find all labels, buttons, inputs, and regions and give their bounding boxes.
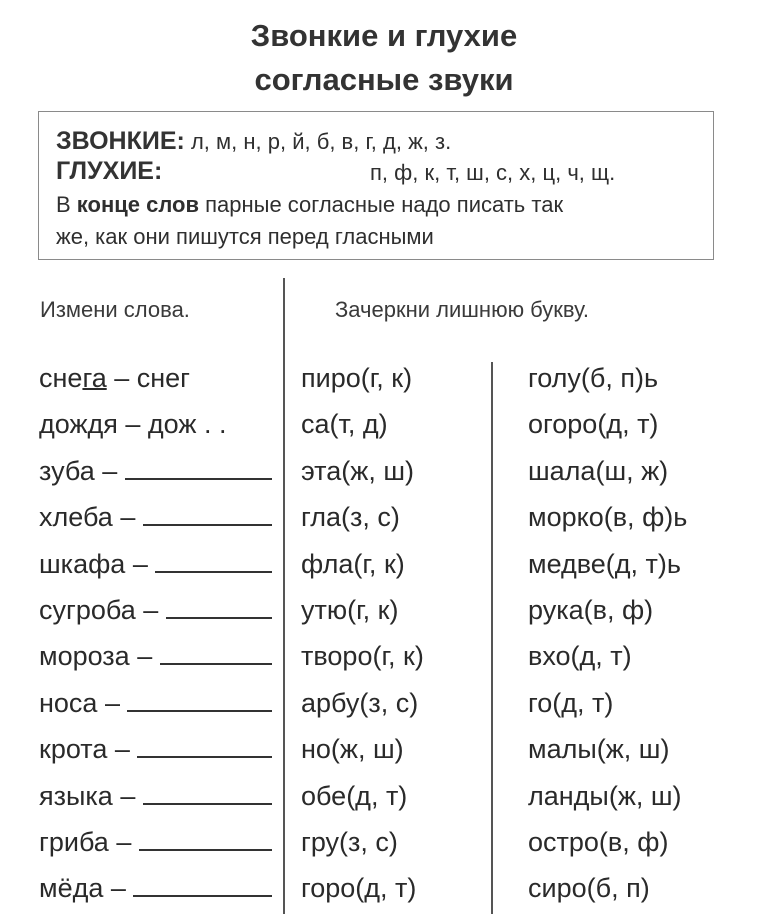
change-word: шкафа [39,548,126,579]
change-word-item [39,780,272,812]
strike-word-col2[interactable]: ланды(ж, ш) [528,780,682,811]
strike-word-col2[interactable]: голу(б, п)ь [528,363,659,393]
inner-column-divider [491,362,493,914]
change-word-item [39,826,272,858]
rule-sentence-start: В [56,192,77,217]
change-word-dash: – [112,502,143,533]
answer-blank[interactable] [160,645,272,665]
change-word-dash: – [94,455,125,486]
change-word: сне [39,363,83,393]
voiceless-label-line [56,157,162,186]
answer-blank[interactable] [143,785,272,805]
strike-word-col2[interactable]: малы(ж, ш) [528,734,670,765]
answer-blank[interactable] [125,460,272,480]
rule-sentence-bold: конце слов [76,192,199,217]
strike-word-col1[interactable]: фла(г, к) [301,548,405,579]
answer-blank[interactable] [137,738,272,758]
change-word-dash: – [103,873,134,904]
strike-word-col1[interactable]: утю(г, к) [301,595,399,625]
answer-blank[interactable] [139,831,272,851]
rule-sentence-line-1 [56,192,563,218]
change-word: зуба [39,455,95,486]
change-word: языка [39,780,113,811]
change-word-item [39,872,272,904]
answer-blank[interactable] [143,506,272,526]
rule-sentence-end: парные согласные надо писать так [199,192,564,217]
change-word-dash: – [108,827,139,857]
strike-word-col2[interactable]: остро(в, ф) [528,827,669,857]
change-word-dash: – [97,687,128,718]
change-words-header: Измени слова. [40,297,190,322]
change-word-dash: – [107,734,138,765]
change-word: хлеба [39,502,113,533]
change-word: дождя – дож . . [39,409,227,440]
change-word: сугроба [39,595,136,625]
change-word-item [39,640,272,672]
change-word-item [39,455,272,487]
column-divider [283,278,285,914]
strike-word-col1[interactable]: арбу(з, с) [301,687,419,718]
voiced-letters: л, м, н, р, й, б, в, г, д, ж, з. [190,129,452,154]
strike-word-col1[interactable]: горо(д, т) [301,873,417,904]
change-word: гриба [39,827,109,857]
voiced-rule-line [56,127,451,156]
change-word-ending: га [82,363,107,393]
change-word-item [39,594,272,626]
strike-word-col1[interactable]: пиро(г, к) [301,363,413,393]
change-word: мёда [39,873,104,904]
strike-word-col2[interactable]: го(д, т) [528,687,614,718]
strike-word-col2[interactable]: медве(д, т)ь [528,548,681,579]
strike-word-col1[interactable]: обе(д, т) [301,780,408,811]
answer-blank[interactable] [133,877,272,897]
change-word-dash: – [125,548,156,579]
change-word: носа [39,687,98,718]
change-word-answer: – снег [106,363,191,393]
change-word-item [39,501,272,533]
voiceless-letters: п, ф, к, т, ш, с, х, ц, ч, щ. [370,160,616,185]
change-word: крота [39,734,108,765]
strike-word-col2[interactable]: морко(в, ф)ь [528,502,688,533]
change-word-item [39,733,272,765]
change-word-item [39,548,272,580]
strike-word-col2[interactable]: вхо(д, т) [528,641,632,672]
strike-word-col1[interactable]: гру(з, с) [301,827,398,857]
change-word: мороза [39,641,130,672]
change-word-dash: – [112,780,143,811]
change-word-item [39,687,272,719]
change-word-dash: – [129,641,160,672]
voiceless-label: ГЛУХИЕ: [56,157,163,185]
strike-word-col1[interactable]: творо(г, к) [301,641,424,672]
strike-word-col1[interactable]: гла(з, с) [301,502,400,533]
answer-blank[interactable] [155,553,272,573]
strike-word-col2[interactable]: рука(в, ф) [528,595,654,625]
change-word-item [39,408,226,440]
strike-word-col2[interactable]: огоро(д, т) [528,409,659,440]
page-title-line-2: согласные звуки [254,62,514,97]
strike-word-col2[interactable]: сиро(б, п) [528,873,650,904]
rule-sentence-line-2: же, как они пишутся перед гласными [56,224,434,249]
strike-letter-header: Зачеркни лишнюю букву. [335,297,590,322]
strike-word-col1[interactable]: но(ж, ш) [301,734,404,765]
page-title-line-1: Звонкие и глухие [250,18,518,53]
answer-blank[interactable] [166,599,272,619]
strike-word-col2[interactable]: шала(ш, ж) [528,455,669,486]
answer-blank[interactable] [127,692,272,712]
change-word-item [39,362,190,394]
strike-word-col1[interactable]: эта(ж, ш) [301,455,414,486]
change-word-dash: – [135,595,166,625]
strike-word-col1[interactable]: са(т, д) [301,409,388,440]
voiced-label: ЗВОНКИЕ: [56,127,185,155]
